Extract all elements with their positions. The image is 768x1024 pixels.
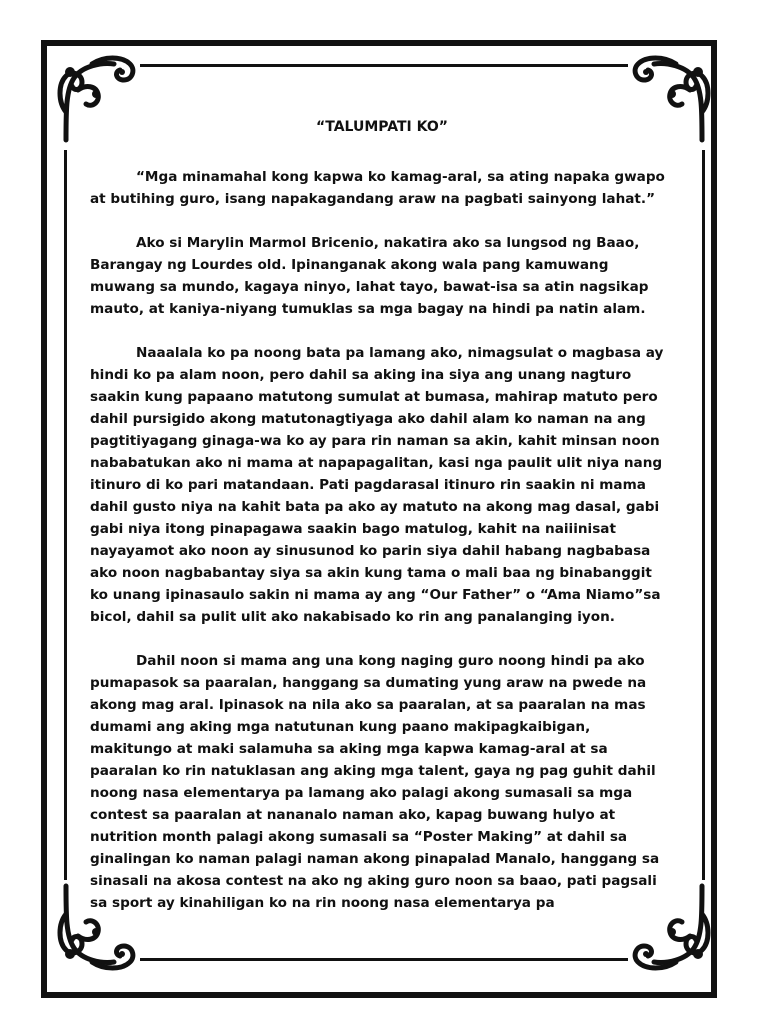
speech-body	[90, 116, 674, 936]
document-title: “TALUMPATI KO”	[316, 119, 448, 135]
paragraph-childhood: Naaalala ko pa noong bata pa lamang ako, nimagsulat o magbasa ay hindi ko pa alam noon, pero dahil sa aking ina siya ang unang nagturo saakin kung papaano matutong sumulat at bumasa, mahirap matuto pero dahil pursigido akong matutonagtiyaga ako dahil alam ko naman na ang pagtitiyagang ginaga-wa ko ay para rin naman sa akin, kahit minsan noon nababatukan ako ni mama at napapagalitan, kasi nga paulit ulit niya nang itinuro di ko pari matandaan. Pati pagdarasal itinuro rin saakin ni mama dahil gusto niya na kahit bata pa ako ay matuto na akong mag dasal, gabi gabi niya itong pinapagawa saakin bago matulog, kahit na naiiinisat nayayamot ako noon ay sinusunod ko parin siya dahil habang nagbabasa ako noon nagbabantay siya sa akin kung tama o mali baa ng binabanggit ko unang ipinasaulo sakin ni mama ay ang “Our Father” o “Ama Niamo”sa bicol, dahil sa pulit ulit ako nakabisado ko rin ang panalanging iyon.	[90, 345, 664, 625]
inner-border-left	[64, 150, 67, 880]
inner-border-bottom	[140, 958, 628, 961]
paragraph-introduction: Ako si Marylin Marmol Bricenio, nakatira ako sa lungsod ng Baao, Barangay ng Lourdes old. Ipinanganak akong wala pang kamuwang muwang sa mundo, kagaya ninyo, lahat tayo, bawat-isa sa atin nagsikap mauto, at kaniya-niyang tumuklas sa mga bagay na hindi pa natin alam.	[90, 235, 649, 317]
inner-border-right	[702, 150, 705, 880]
inner-border-top	[140, 64, 628, 67]
paragraph-greeting: “Mga minamahal kong kapwa ko kamag-aral, sa ating napaka gwapo at butihing guro, isang napakagandang araw na pagbati sainyong lahat.”	[90, 169, 665, 207]
paragraph-school: Dahil noon si mama ang una kong naging guro noong hindi pa ako pumapasok sa paaralan, hanggang sa dumating yung araw na pwede na akong mag aral. Ipinasok na nila ako sa paaralan, at sa paaralan na mas dumami ang aking mga natutunan kung paano makipagkaibigan, makitungo at maki salamuha sa aking mga kapwa kamag-aral at sa paaralan ko rin natuklasan ang aking mga talent, gaya ng pag guhit dahil noong nasa elementarya pa lamang ako palagi akong sumasali sa mga contest sa paaralan at nananalo naman ako, kapag buwang hulyo at nutrition month palagi akong sumasali sa “Poster Making” at dahil sa ginalingan ko naman palagi naman akong pinapalad Manalo, hanggang sa sinasali na akosa contest na ako ng aking guro noon sa baao, pati pagsali sa sport ay kinahiligan ko na rin noong nasa elementarya pa	[90, 653, 660, 911]
